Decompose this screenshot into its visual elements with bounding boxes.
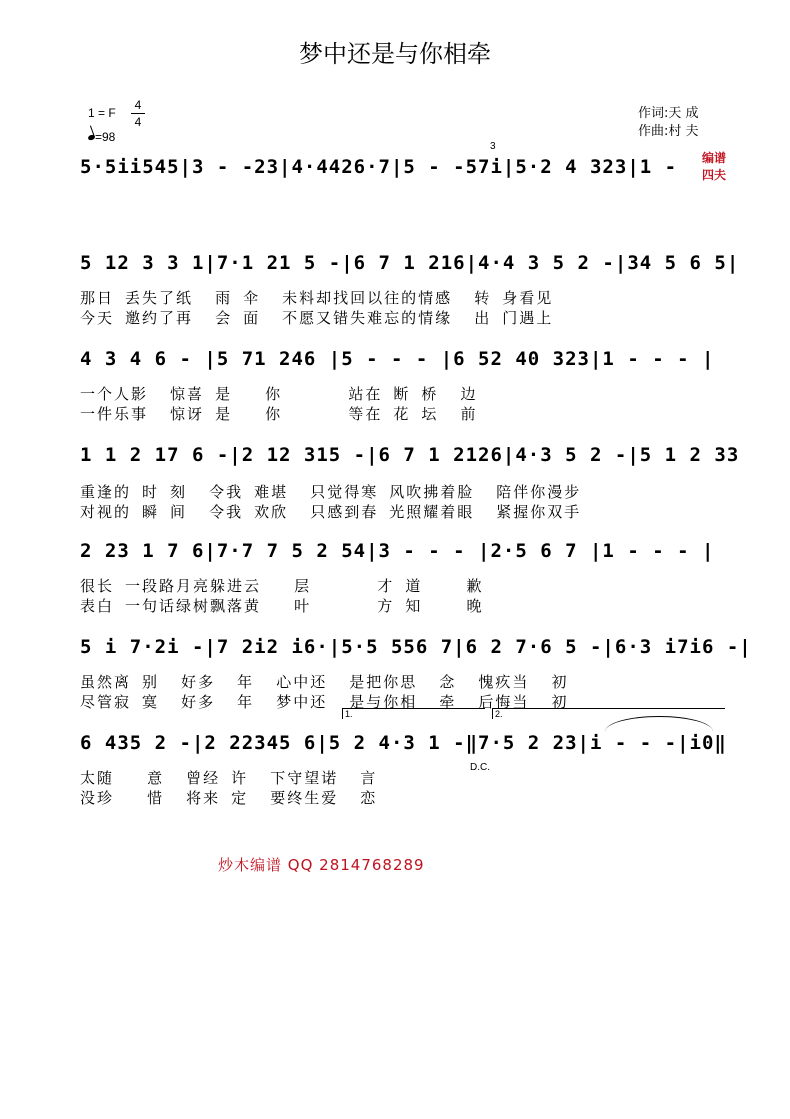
arranger-contact: 炒木编谱 QQ 2814768289 (218, 856, 425, 874)
lyric-row-5-verse-2: 表白 一句话绿树飘落黄 叶 方 知 晚 (80, 597, 484, 615)
lyric-row-3-verse-2: 一件乐事 惊讶 是 你 等在 花 坛 前 (80, 405, 478, 423)
lyric-row-3-verse-1: 一个人影 惊喜 是 你 站在 断 桥 边 (80, 385, 478, 403)
lyric-row-7-verse-1: 太随 意 曾经 许 下守望诺 言 (80, 769, 378, 787)
meter-top: 4 (134, 98, 142, 112)
notation-row-6: 5 i 7·2i -|7 2i2 i6·|5·5 556 7|6 2 7·6 5 -|6·3 i7i6 -| (80, 636, 752, 658)
song-title: 梦中还是与你相牵 (299, 40, 491, 68)
lyric-row-6-verse-2: 尽管寂 寞 好多 年 梦中还 是与你相 牵 后悔当 初 (80, 693, 569, 711)
lyric-row-4-verse-1: 重逢的 时 刻 令我 难堪 只觉得寒 风吹拂着脸 陪伴你漫步 (80, 483, 582, 501)
notation-row-3: 4 3 4 6 - |5 71 246 |5 - - - |6 52 40 323|1 - - - | (80, 348, 715, 370)
lyric-row-5-verse-1: 很长 一段路月亮躲进云 层 才 道 歉 (80, 577, 484, 595)
time-signature (131, 98, 145, 129)
key-signature: 1 = F (88, 106, 116, 120)
da-capo-mark: D.C. (470, 762, 490, 773)
tempo-marking (88, 130, 115, 144)
composer-credit: 作曲:村 夫 (638, 124, 699, 139)
lyricist-credit: 作词:天 成 (638, 106, 699, 121)
tempo-value: =98 (95, 130, 116, 144)
notation-row-4: 1 1 2 17 6 -|2 12 315 -|6 7 1 2126|4·3 5 2 -|5 1 2 33 (80, 444, 740, 466)
notation-row-2: 5 12 3 3 1|7·1 21 5 -|6 7 1 216|4·4 3 5 2 -|34 5 6 5| (80, 252, 740, 274)
arranger-stamp: 编谱 四夫 (701, 151, 726, 182)
lyric-row-2-verse-2: 今天 邀约了再 会 面 不愿又错失难忘的情缘 出 门遇上 (80, 309, 554, 327)
notation-row-5: 2 23 1 7 6|7·7 7 5 2 54|3 - - - |2·5 6 7 |1 - - - | (80, 540, 715, 562)
lyric-row-4-verse-2: 对视的 瞬 间 令我 欢欣 只感到春 光照耀着眼 紧握你双手 (80, 503, 582, 521)
lyric-row-2-verse-1: 那日 丢失了纸 雨 伞 未料却找回以往的情感 转 身看见 (80, 289, 554, 307)
lyric-row-7-verse-2: 没珍 惜 将来 定 要终生爱 恋 (80, 789, 378, 807)
triplet-mark: 3 (490, 141, 496, 152)
first-ending-bracket: 1. (342, 708, 485, 719)
meter-bottom: 4 (134, 115, 142, 129)
notation-row-7: 6 435 2 -|2 22345 6|5 2 4·3 1 -‖7·5 2 23|i - - -|i0‖ (80, 732, 727, 754)
second-ending-bracket: 2. (492, 708, 725, 719)
meter-divider (131, 113, 145, 114)
lyric-row-6-verse-1: 虽然离 别 好多 年 心中还 是把你思 念 愧疚当 初 (80, 673, 569, 691)
notation-row-1: 5·5ii545|3 - -23|4·4426·7|5 - -57i|5·2 4 323|1 - (80, 156, 678, 178)
